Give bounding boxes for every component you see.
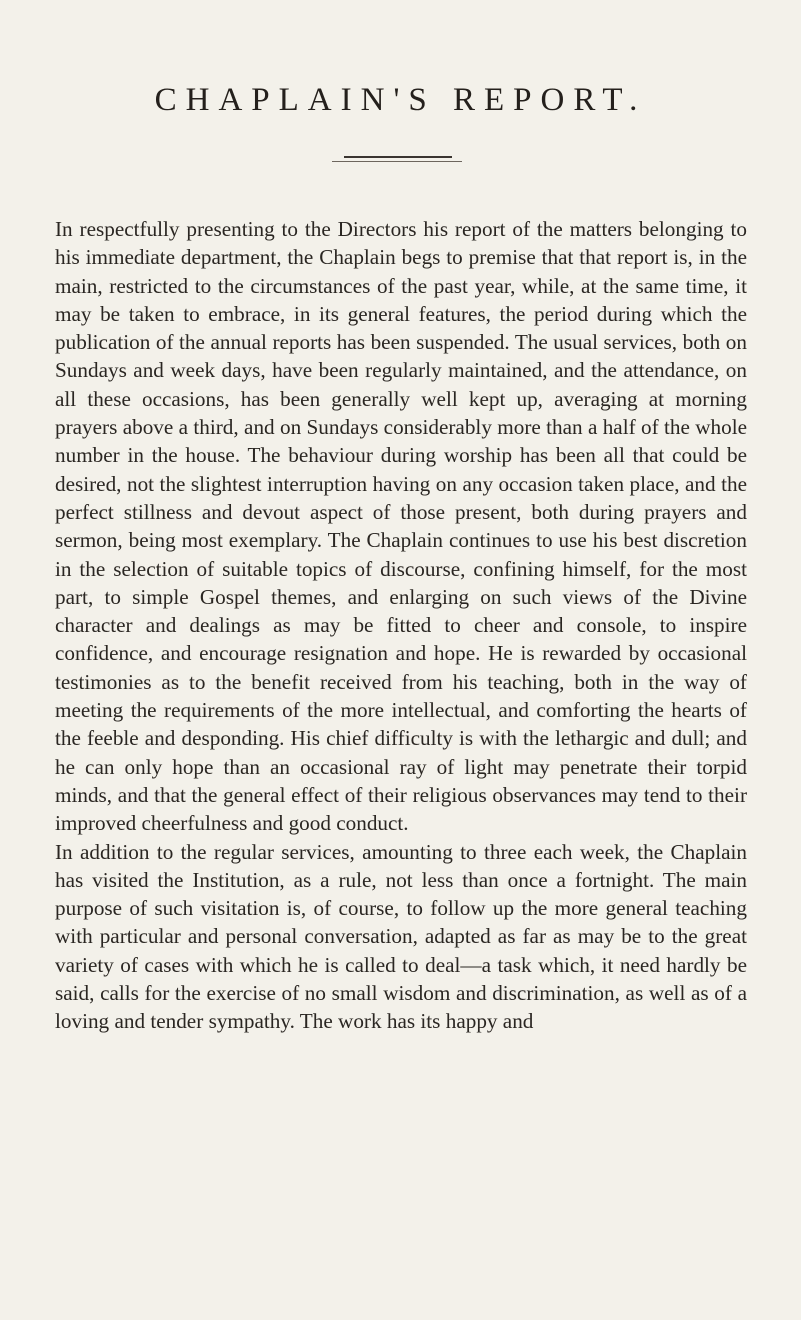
report-body (55, 215, 747, 1036)
title-rule-thin (332, 161, 462, 162)
document-title: CHAPLAIN'S REPORT. (154, 82, 647, 118)
paragraph-2: In addition to the regular services, amounting to three each week, the Chaplain has visited the Institution, as a rule, not less than once a fortnight. The main purpose of such visitation is, of course, to follow up the more general teaching with particular and personal conversation, adapted as far as may be to the great variety of cases with which he is called to deal—a task which, it need hardly be said, calls for the exercise of no small wisdom and discrimination, as well as of a loving and tender sympathy. The work has its happy and (55, 839, 747, 1034)
paragraph-1: In respectfully presenting to the Directors his report of the matters belonging to his immediate department, the Chaplain begs to premise that that report is, in the main, restricted to the circumstances of the past year, while, at the same time, it may be taken to embrace, in its general features, the period during which the publication of the annual reports has been suspended. The usual services, both on Sundays and week days, have been regularly maintained, and the attendance, on all these occasions, has been generally well kept up, averaging at morning prayers above a third, and on Sundays considerably more than a half of the whole number in the house. The behaviour during worship has been all that could be desired, not the slightest interruption having on any occasion taken place, and the perfect stillness and devout aspect of those present, both during prayers and sermon, being most exemplary. The Chaplain continues to use his best discretion in the selection of suitable topics of discourse, confining himself, for the most part, to simple Gospel themes, and enlarging on such views of the Divine character and dealings as may be fitted to cheer and console, to inspire confidence, and encourage resignation and hope. He is rewarded by occasional testimonies as to the benefit received from his teaching, both in the way of meeting the requirements of the more intellectual, and comforting the hearts of the feeble and desponding. His chief difficulty is with the lethargic and dull; and he can only hope than an occasional ray of light may penetrate their torpid minds, and that the general effect of their religious observances may tend to their improved cheerfulness and good conduct. (55, 217, 747, 836)
title-rule (344, 156, 452, 158)
